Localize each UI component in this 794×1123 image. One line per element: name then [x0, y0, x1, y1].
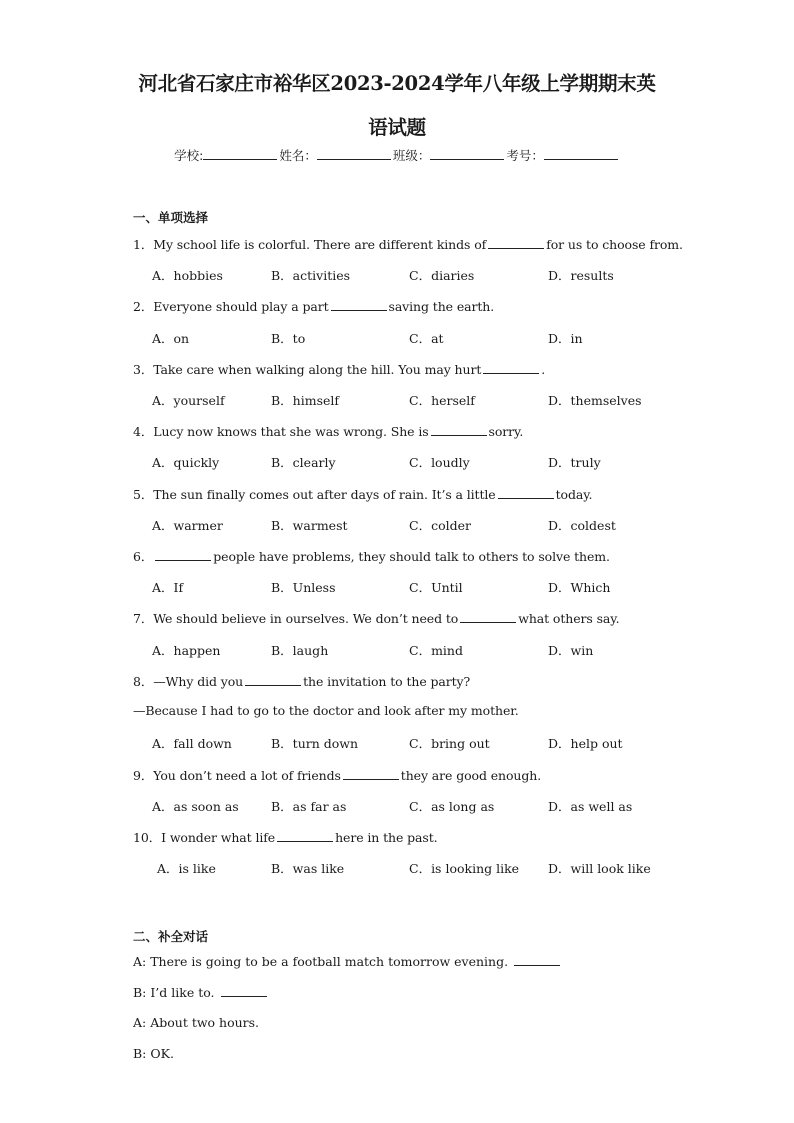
question-text-before: We should believe in ourselves. We don’t need to: [153, 611, 459, 626]
answer-blank[interactable]: [245, 673, 301, 686]
question-text-after: saving the earth.: [388, 299, 495, 314]
option-d[interactable]: D．win: [548, 643, 594, 658]
option-a[interactable]: A．If: [152, 580, 184, 595]
answer-blank[interactable]: [343, 767, 399, 780]
option-c[interactable]: C．colder: [409, 518, 471, 533]
option-c[interactable]: C．is looking like: [409, 861, 520, 876]
question-text-after: the invitation to the party?: [303, 674, 471, 689]
dialog-text: A: There is going to be a football match tomorrow evening.: [133, 954, 509, 969]
answer-blank[interactable]: [488, 236, 544, 249]
question-text-before: Take care when walking along the hill. You may hurt: [153, 362, 482, 377]
option-d[interactable]: D．Which: [548, 580, 611, 595]
option-c[interactable]: C．bring out: [409, 736, 490, 751]
option-a[interactable]: A．fall down: [152, 736, 232, 751]
option-d[interactable]: D．as well as: [548, 799, 633, 814]
number-blank[interactable]: [544, 146, 618, 160]
question-5: [133, 485, 592, 503]
dialog-line: [133, 1046, 174, 1061]
answer-blank[interactable]: [460, 610, 516, 623]
class-blank[interactable]: [430, 146, 504, 160]
options-row: [0, 391, 794, 407]
school-blank[interactable]: [203, 146, 277, 160]
question-4: [133, 422, 523, 440]
options-row: [0, 734, 794, 750]
question-text-after: people have problems, they should talk to others to solve them.: [213, 549, 610, 564]
question-3: [133, 360, 545, 378]
section2-heading: 二、补全对话: [133, 929, 209, 944]
option-a[interactable]: A．on: [152, 331, 190, 346]
question-reply-line: —Because I had to go to the doctor and look after my mother.: [133, 703, 519, 718]
dialog-text: B: OK.: [133, 1046, 174, 1061]
section1-heading: 一、单项选择: [133, 210, 209, 225]
question-number: 3．: [133, 362, 154, 377]
option-b[interactable]: B．turn down: [271, 736, 359, 751]
options-row: [0, 859, 794, 875]
option-b[interactable]: B．as far as: [271, 799, 347, 814]
question-number: 6．: [133, 549, 154, 564]
option-c[interactable]: C．diaries: [409, 268, 475, 283]
options-row: [0, 266, 794, 282]
question-text-before: Everyone should play a part: [153, 299, 329, 314]
question-number: 9．: [133, 768, 154, 783]
question-number: 7．: [133, 611, 154, 626]
answer-blank[interactable]: [431, 423, 487, 436]
option-c[interactable]: C．herself: [409, 393, 475, 408]
question-text-after: they are good enough.: [400, 768, 542, 783]
question-text-after: here in the past.: [335, 830, 438, 845]
options-row: [0, 453, 794, 469]
question-number: 5．: [133, 487, 154, 502]
option-c[interactable]: C．loudly: [409, 455, 470, 470]
answer-blank[interactable]: [277, 829, 333, 842]
dialog-line: [133, 984, 267, 1000]
option-d[interactable]: D．help out: [548, 736, 623, 751]
options-row: [0, 797, 794, 813]
question-number: 10．: [133, 830, 162, 845]
option-a[interactable]: A．happen: [152, 643, 221, 658]
options-row: [0, 516, 794, 532]
option-b[interactable]: B．laugh: [271, 643, 329, 658]
options-row: [0, 641, 794, 657]
option-a[interactable]: A．as soon as: [152, 799, 239, 814]
name-label: 姓名：: [279, 148, 317, 163]
option-c[interactable]: C．at: [409, 331, 444, 346]
option-b[interactable]: B．Unless: [271, 580, 336, 595]
question-7: [133, 609, 619, 627]
question-6: [133, 547, 610, 565]
option-d[interactable]: D．will look like: [548, 861, 651, 876]
option-b[interactable]: B．to: [271, 331, 306, 346]
number-label: 考号：: [506, 148, 544, 163]
exam-title-line1: 河北省石家庄市裕华区2023-2024学年八年级上学期期末英: [138, 72, 656, 95]
option-c[interactable]: C．Until: [409, 580, 463, 595]
question-number: 4．: [133, 424, 154, 439]
student-info-row: [0, 146, 794, 164]
question-number: 1．: [133, 237, 154, 252]
question-8: [133, 672, 470, 690]
answer-blank[interactable]: [483, 361, 539, 374]
option-c[interactable]: C．as long as: [409, 799, 495, 814]
dialog-blank[interactable]: [221, 984, 267, 997]
option-b[interactable]: B．was like: [271, 861, 345, 876]
option-a[interactable]: A．yourself: [152, 393, 225, 408]
question-text-before: You don’t need a lot of friends: [153, 768, 341, 783]
option-a[interactable]: A．quickly: [152, 455, 220, 470]
question-number: 2．: [133, 299, 154, 314]
option-d[interactable]: D．coldest: [548, 518, 616, 533]
option-d[interactable]: D．in: [548, 331, 583, 346]
exam-title-line2: 语试题: [368, 116, 426, 139]
options-row: [0, 329, 794, 345]
question-text-after: .: [541, 362, 546, 377]
option-b[interactable]: B．clearly: [271, 455, 336, 470]
dialog-text: A: About two hours.: [133, 1015, 260, 1030]
dialog-line: [133, 1015, 259, 1030]
option-d[interactable]: D．themselves: [548, 393, 642, 408]
question-1: [133, 235, 683, 253]
class-label: 班级：: [392, 148, 431, 163]
answer-blank[interactable]: [331, 298, 387, 311]
answer-blank[interactable]: [155, 548, 211, 561]
name-blank[interactable]: [317, 146, 391, 160]
question-9: [133, 766, 541, 784]
dialog-text: B: I’d like to.: [133, 985, 215, 1000]
option-b[interactable]: B．activities: [271, 268, 351, 283]
question-text-after: sorry.: [488, 424, 524, 439]
dialog-line: [133, 953, 560, 969]
question-text-before: Lucy now knows that she was wrong. She is: [153, 424, 429, 439]
dialog-blank[interactable]: [514, 953, 560, 966]
option-a[interactable]: A．is like: [157, 861, 216, 876]
question-text-before: —Why did you: [153, 674, 244, 689]
answer-blank[interactable]: [498, 486, 554, 499]
question-number: 8．: [133, 674, 154, 689]
option-d[interactable]: D．results: [548, 268, 614, 283]
option-b[interactable]: B．warmest: [271, 518, 348, 533]
question-text-before: The sun finally comes out after days of rain. It’s a little: [153, 487, 496, 502]
option-b[interactable]: B．himself: [271, 393, 340, 408]
options-row: [0, 578, 794, 594]
option-d[interactable]: D．truly: [548, 455, 601, 470]
question-text-after: for us to choose from.: [546, 237, 683, 252]
question-text-after: today.: [555, 487, 593, 502]
option-c[interactable]: C．mind: [409, 643, 463, 658]
question-text-after: what others say.: [518, 611, 620, 626]
question-text-before: I wonder what life: [161, 830, 276, 845]
school-label: 学校:: [174, 148, 204, 163]
question-text-before: My school life is colorful. There are different kinds of: [153, 237, 487, 252]
option-a[interactable]: A．warmer: [152, 518, 223, 533]
question-10: [133, 828, 438, 846]
question-2: [133, 297, 494, 315]
option-a[interactable]: A．hobbies: [152, 268, 223, 283]
